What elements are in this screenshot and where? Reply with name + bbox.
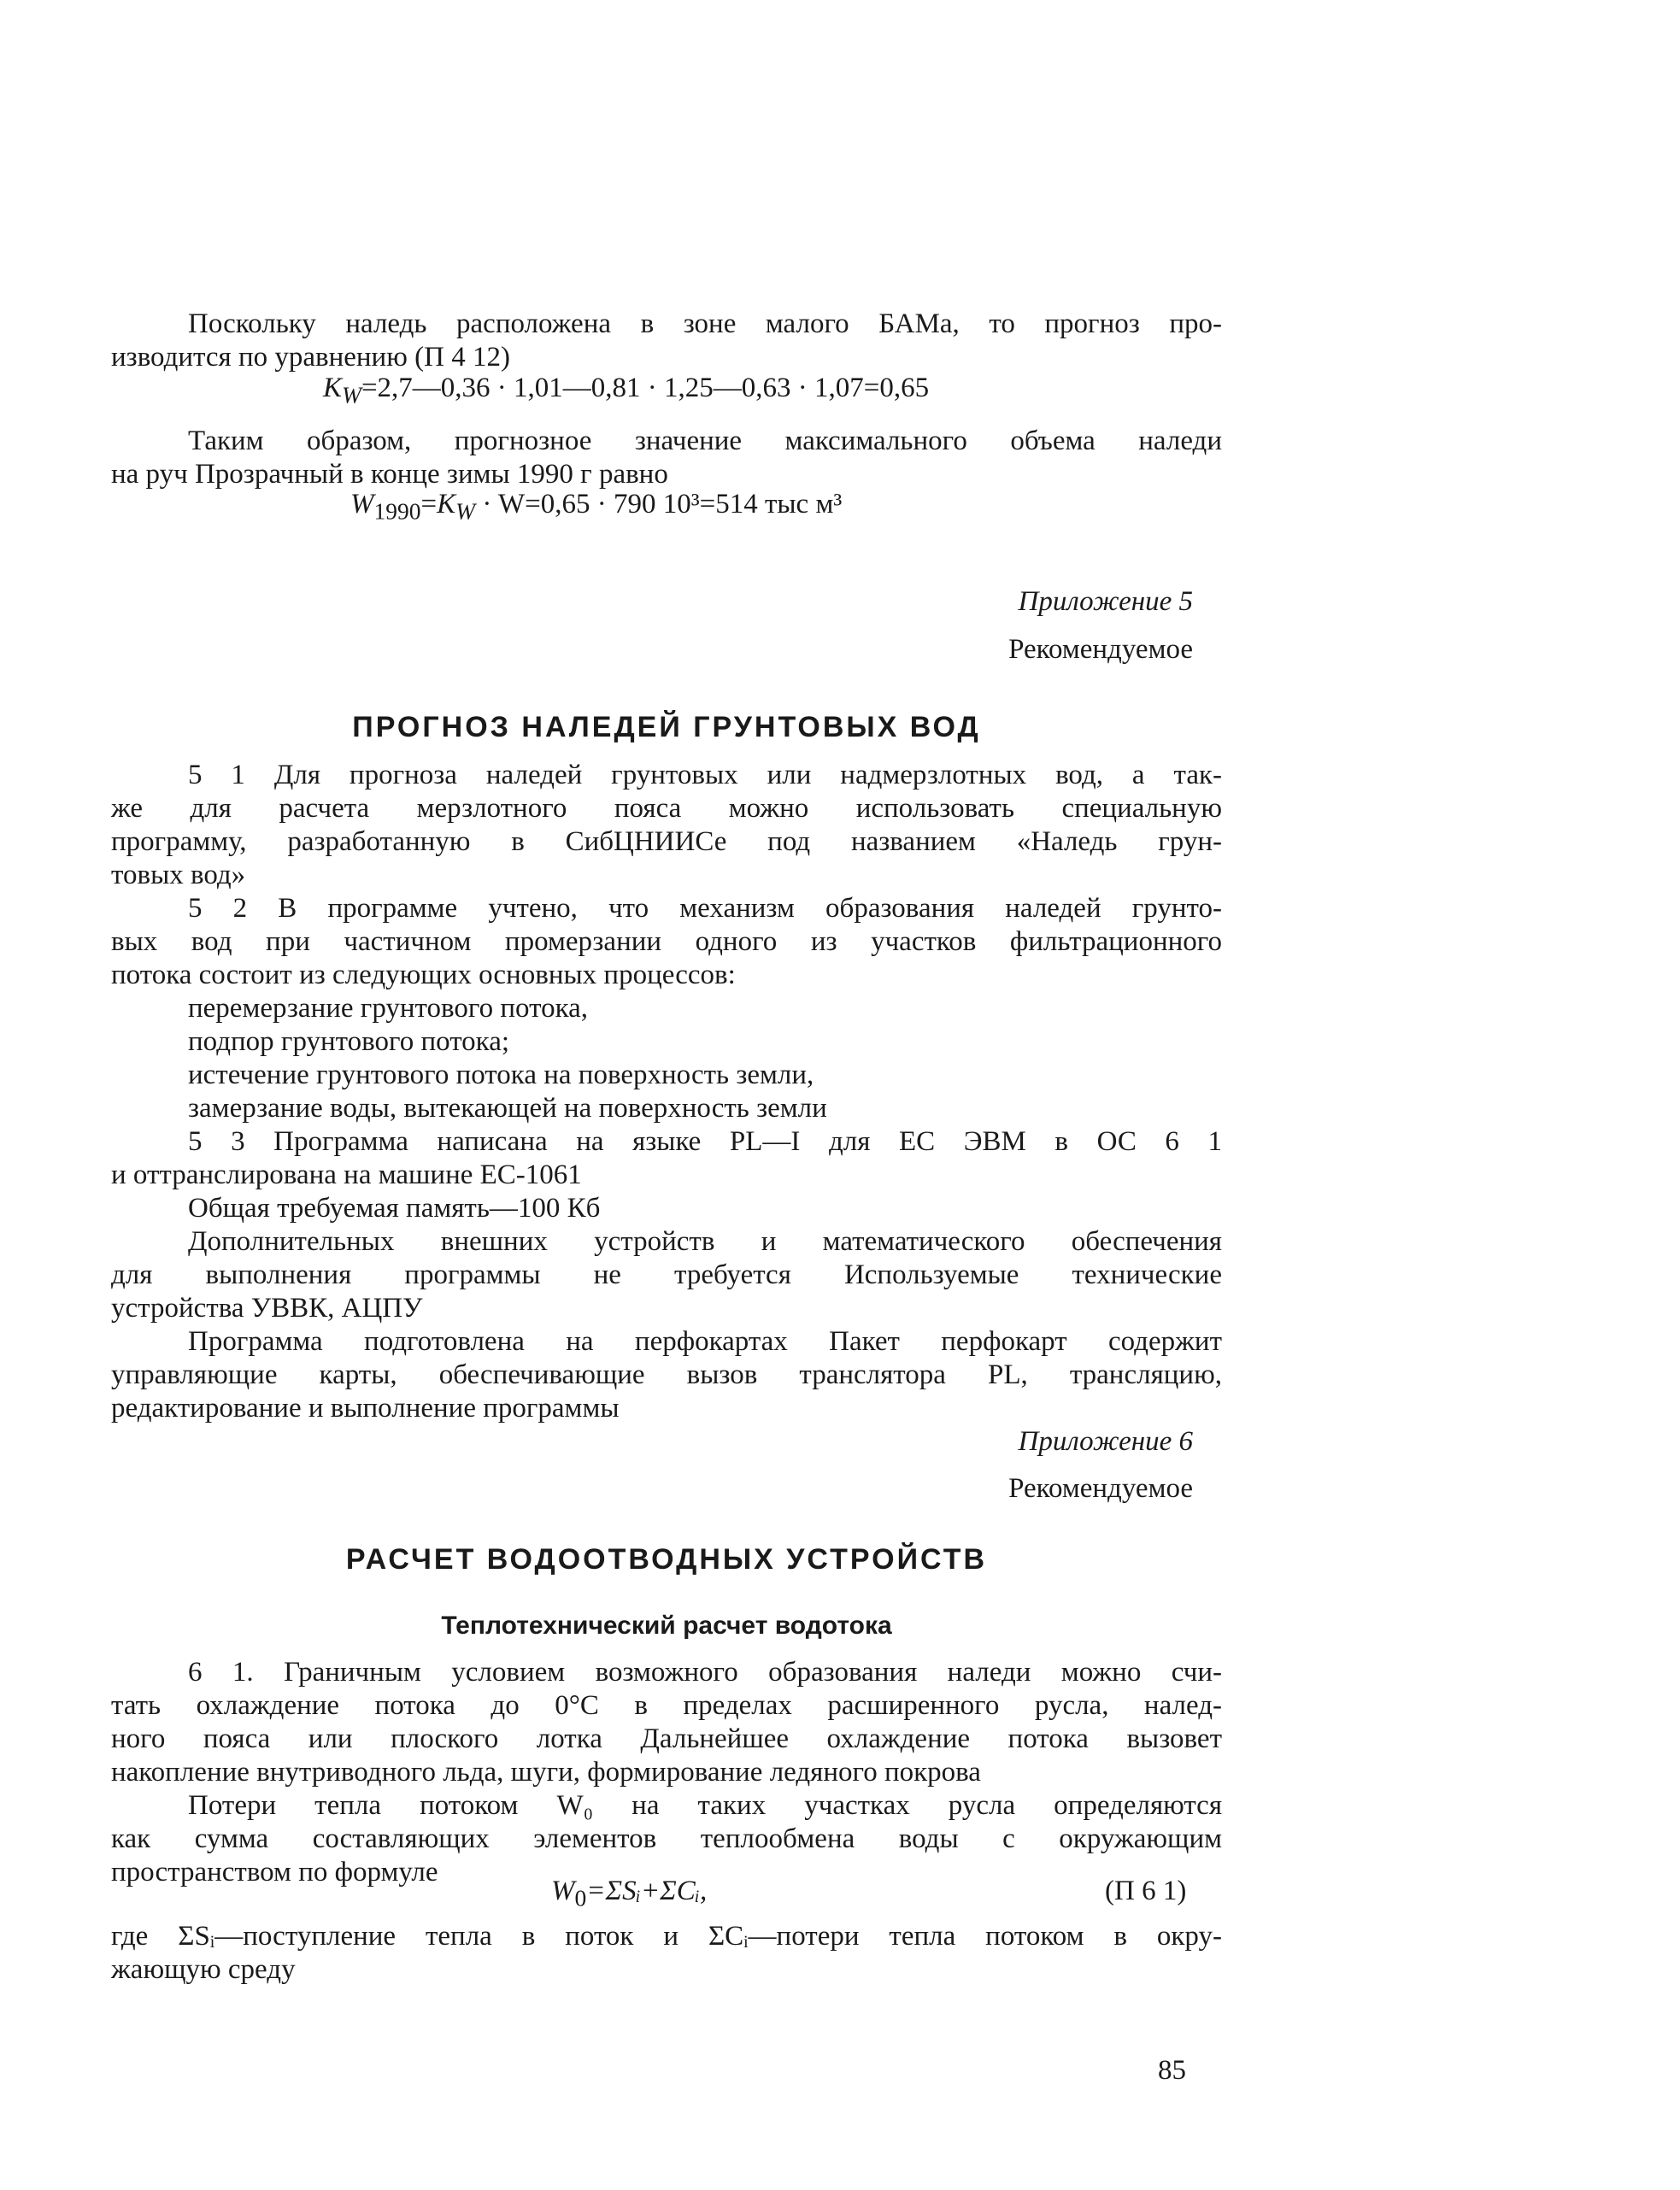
text-line: Таким образом, прогнозное значение максимального объема наледи [188,426,1222,456]
p4-intro-paragraph [111,308,1222,374]
formula-subscript: W [455,497,476,525]
text-line: потока состоит из следующих основных процессов: [111,960,736,990]
list-item: замерзание воды, вытекающей на поверхность земли [188,1093,827,1124]
list-item: подпор грунтового потока; [188,1026,510,1057]
text-line: жающую среду [111,1954,296,1985]
formula-subscript: W [342,381,361,408]
formula-subscript: 0 [574,1884,587,1911]
text-line: изводится по уравнению (П 4 12) [111,342,510,373]
text-line: вых вод при частичном промерзании одного из участков фильтрационного [111,926,1222,957]
devices-paragraph [111,1225,1222,1325]
text-line: Программа подготовлена на перфокартах Пакет перфокарт содержит [188,1326,1222,1357]
p61-paragraph [111,1656,1222,1789]
formula-var: W [350,489,374,520]
formula-subscript: 1990 [373,497,421,525]
p52-paragraph [111,892,1222,992]
text-line: пространством по формуле [111,1857,438,1888]
processes-list [111,992,1222,1125]
text-line: 5 3 Программа написана на языке PL—I для ЕС ЭВМ в ОС 6 1 [188,1126,1222,1157]
list-item: истечение грунтового потока на поверхность земли, [188,1060,814,1090]
p4-conclusion-paragraph [111,425,1222,491]
text-line: 6 1. Граничным условием возможного образования наледи можно счи- [188,1657,1222,1688]
formula-w1990 [350,489,842,525]
formula-var: K [323,373,343,403]
appendix-5-title: ПРОГНОЗ НАЛЕДЕЙ ГРУНТОВЫХ ВОД [352,711,981,743]
text-line: 5 2 В программе учтено, что механизм образования наледей грунто- [188,893,1222,924]
text-line: 5 1 Для прогноза наледей грунтовых или надмерзлотных вод, а так- [188,760,1222,790]
appendix-6-type: Рекомендуемое [1008,1473,1193,1504]
text-line: же для расчета мерзлотного пояса можно использовать специальную [111,793,1222,824]
text-line: Потери тепла потоком W₀ на таких участках русла определяются [188,1790,1222,1821]
text-line: и оттранслирована на машине ЕС-1061 [111,1160,582,1190]
text-line: на руч Прозрачный в конце зимы 1990 г равно [111,459,668,490]
text-line: накопление внутриводного льда, шуги, формирование ледяного покрова [111,1757,981,1788]
text-line: Поскольку наледь расположена в зоне малого БАМа, то прогноз про- [188,308,1222,339]
text-line: управляющие карты, обеспечивающие вызов транслятора PL, трансляцию, [111,1359,1222,1390]
appendix-6-label: Приложение 6 [1018,1426,1193,1457]
text-line: как сумма составляющих элементов теплообмена воды с окружающим [111,1823,1222,1854]
formula-w0 [551,1876,707,1912]
text-line: программу, разработанную в СибЦНИИСе под названием «Наледь грун- [111,826,1222,857]
text-line: устройства УВВК, АЦПУ [111,1293,423,1324]
text-line: где ΣSᵢ—поступление тепла в поток и ΣCᵢ—потери тепла потоком в окру- [111,1921,1222,1952]
formula-expression: · W=0,65 · 790 10³=514 тыс м³ [475,489,843,520]
text-line: редактирование и выполнение программы [111,1393,620,1424]
text-line: для выполнения программы не требуется Используемые технические [111,1259,1222,1290]
appendix-6-title: РАСЧЕТ ВОДООТВОДНЫХ УСТРОЙСТВ [345,1543,988,1576]
formula-var: K [437,489,456,520]
formula-number: (П 6 1) [1105,1876,1187,1906]
page-number: 85 [1158,2055,1186,2086]
p51-paragraph [111,759,1222,892]
text-line: Общая требуемая память—100 Кб [188,1193,601,1224]
text-line: Дополнительных внешних устройств и математического обеспечения [188,1226,1222,1257]
text-line: товых вод» [111,860,246,890]
formula-equals: = [420,489,438,520]
formula-expression: =ΣSᵢ+ΣCᵢ, [586,1876,708,1906]
formula-var: W [551,1876,575,1906]
list-item: перемерзание грунтового потока, [188,993,588,1024]
where-paragraph [111,1920,1222,1987]
appendix-6-subtitle: Теплотехнический расчет водотока [441,1612,892,1640]
losses-paragraph [111,1789,1222,1889]
cards-paragraph [111,1325,1222,1425]
appendix-5-type: Рекомендуемое [1008,634,1193,665]
text-line: тать охлаждение потока до 0°С в пределах расширенного русла, налед- [111,1690,1222,1721]
appendix-5-label: Приложение 5 [1018,586,1193,617]
p53-paragraph [111,1125,1222,1225]
formula-kw [323,373,929,409]
text-line: ного пояса или плоского лотка Дальнейшее охлаждение потока вызовет [111,1723,1222,1754]
formula-expression: =2,7—0,36 · 1,01—0,81 · 1,25—0,63 · 1,07=0,65 [361,373,930,403]
